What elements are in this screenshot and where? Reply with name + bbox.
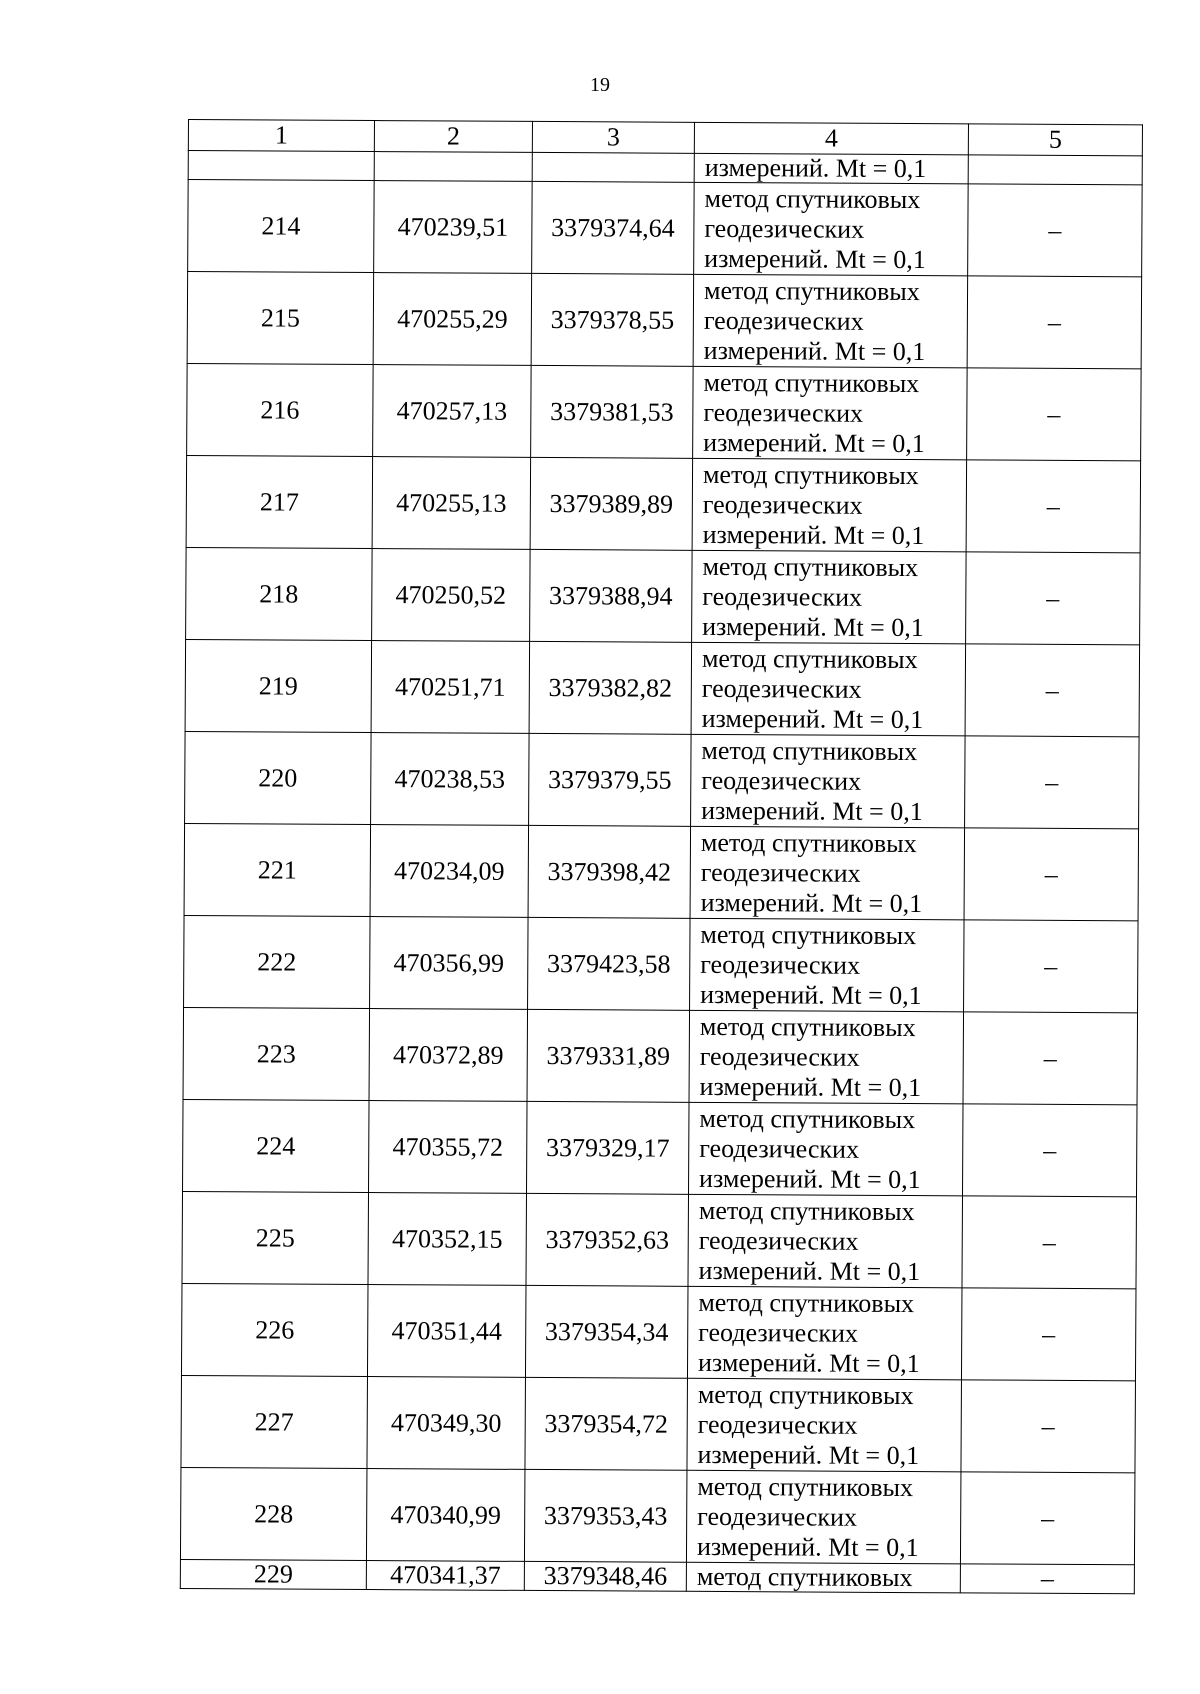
table-row [181, 1283, 1135, 1380]
cell-method [692, 550, 967, 644]
cell-y: 3379348,46 [524, 1561, 686, 1591]
method-line: геодезических [703, 397, 864, 428]
method-line: геодезических [702, 489, 863, 520]
method-line: метод спутниковых [704, 183, 921, 214]
table-row [180, 1467, 1134, 1564]
cell-note: – [960, 1564, 1134, 1594]
cell-note: – [963, 1012, 1138, 1105]
cell-note: – [968, 184, 1143, 277]
header-cell-1: 1 [188, 120, 374, 152]
cell-note: – [965, 736, 1140, 829]
cell-number: 220 [185, 731, 372, 824]
table-row [185, 731, 1139, 828]
header-cell-4: 4 [694, 122, 968, 155]
header-cell-2: 2 [374, 121, 532, 153]
cell-method [689, 1010, 964, 1104]
cell-number: 217 [186, 455, 373, 548]
method-line: геодезических [700, 857, 861, 888]
cell-method: измерений. Mt = 0,1 [694, 153, 968, 184]
cell-x: 470250,52 [372, 549, 531, 642]
table-row [186, 455, 1140, 552]
method-line: измерений. Mt = 0,1 [701, 795, 923, 826]
cell-x: 470255,13 [372, 457, 531, 550]
method-line: метод спутниковых [702, 459, 919, 490]
cell-x: 470341,37 [366, 1561, 524, 1591]
cell-y: 3379389,89 [530, 457, 693, 550]
cell-x: 470251,71 [371, 641, 530, 734]
method-line: метод спутниковых [703, 275, 920, 306]
cell-note: – [966, 460, 1141, 553]
cell-note: – [964, 920, 1139, 1013]
table-row-last [180, 1559, 1134, 1593]
cell-method [690, 918, 965, 1012]
cell-method [693, 274, 968, 368]
cell-note: – [964, 828, 1139, 921]
method-line: геодезических [702, 581, 863, 612]
cell-method [693, 366, 968, 460]
cell-y: 3379329,17 [527, 1101, 690, 1194]
method-line: метод спутниковых [703, 367, 920, 398]
cell-y: 3379353,43 [524, 1469, 687, 1562]
cell-y: 3379352,63 [526, 1193, 689, 1286]
cell-x: 470349,30 [367, 1377, 526, 1470]
table-row [186, 547, 1140, 644]
cell-method [690, 826, 965, 920]
cell-note: – [965, 644, 1140, 737]
method-line: измерений. Mt = 0,1 [696, 1531, 919, 1562]
method-line: геодезических [703, 305, 864, 336]
cell-number: 228 [180, 1467, 367, 1560]
table-row [182, 1191, 1136, 1288]
cell-note: – [967, 368, 1142, 461]
cell-note: – [962, 1196, 1137, 1289]
cell-y: 3379374,64 [532, 181, 695, 274]
method-line: измерений. Mt = 0,1 [703, 335, 926, 366]
table-row [184, 915, 1138, 1012]
cell-y: 3379378,55 [531, 273, 694, 366]
method-line: геодезических [700, 949, 861, 980]
cell-x: 470355,72 [369, 1101, 528, 1194]
method-line: метод спутниковых [697, 1379, 914, 1410]
table-row [188, 180, 1142, 277]
method-line: измерений. Mt = 0,1 [702, 611, 924, 642]
cell-number: 219 [185, 639, 372, 732]
method-line: измерений. Mt = 0,1 [703, 427, 925, 458]
method-line: метод спутниковых [700, 919, 917, 950]
cell-number: 223 [183, 1007, 370, 1100]
method-line: измерений. Mt = 0,1 [702, 519, 925, 550]
method-line: метод спутниковых [698, 1195, 915, 1226]
method-line: метод спутниковых [699, 1103, 916, 1134]
method-line: метод спутниковых [702, 551, 919, 582]
cell-x [374, 152, 532, 182]
method-line: геодезических [698, 1317, 859, 1348]
method-line: геодезических [699, 1041, 860, 1072]
page-number: 19 [590, 74, 610, 96]
cell-method [687, 1286, 962, 1380]
cell-note: – [961, 1288, 1136, 1381]
table-row [185, 639, 1139, 736]
method-line: геодезических [701, 673, 862, 704]
method-line: геодезических [697, 1501, 858, 1532]
cell-number: 224 [183, 1099, 370, 1192]
cell-y: 3379382,82 [529, 641, 692, 734]
cell-x: 470257,13 [373, 365, 532, 458]
method-line: метод спутниковых [700, 827, 917, 858]
table-row [181, 1375, 1135, 1472]
cell-x: 470372,89 [369, 1009, 528, 1102]
method-line: измерений. Mt = 0,1 [698, 1255, 921, 1286]
table-row [183, 1099, 1137, 1196]
method-line: измерений. Mt = 0,1 [697, 1347, 920, 1378]
cell-number [188, 151, 374, 181]
method-line: метод спутниковых [701, 643, 918, 674]
cell-x: 470340,99 [366, 1469, 525, 1562]
cell-method [691, 734, 966, 828]
method-line: измерений. Mt = 0,1 [697, 1439, 920, 1470]
cell-note: – [961, 1380, 1136, 1473]
cell-number: 222 [184, 915, 371, 1008]
cell-x: 470352,15 [368, 1193, 527, 1286]
method-line: геодезических [699, 1133, 860, 1164]
table-row [187, 272, 1141, 369]
cell-number: 215 [187, 272, 374, 365]
method-line: геодезических [698, 1225, 859, 1256]
cell-method [689, 1102, 964, 1196]
cell-method [692, 458, 967, 552]
cell-number: 218 [186, 547, 373, 640]
cell-number: 229 [180, 1559, 366, 1589]
cell-note: – [960, 1472, 1135, 1565]
method-line: геодезических [704, 213, 865, 244]
coordinates-table [180, 119, 1143, 1594]
method-line: измерений. Mt = 0,1 [699, 1163, 921, 1194]
cell-y: 3379381,53 [531, 365, 694, 458]
method-line: измерений. Mt = 0,1 [704, 243, 926, 274]
cell-method [691, 642, 966, 736]
method-line: измерений. Mt = 0,1 [701, 703, 924, 734]
cell-y: 3379423,58 [528, 917, 691, 1010]
cell-x: 470238,53 [371, 733, 530, 826]
cell-note: – [966, 552, 1141, 645]
method-line: измерений. Mt = 0,1 [700, 887, 923, 918]
cell-x: 470351,44 [367, 1285, 526, 1378]
cell-method [694, 182, 969, 276]
cell-method [687, 1378, 962, 1472]
cell-x: 470356,99 [370, 917, 529, 1010]
method-line: измерений. Mt = 0,1 [699, 1071, 922, 1102]
cell-number: 227 [181, 1375, 368, 1468]
table-row [187, 363, 1141, 460]
header-cell-3: 3 [532, 121, 694, 153]
method-line: измерений. Mt = 0,1 [700, 979, 922, 1010]
cell-y: 3379388,94 [530, 549, 693, 642]
method-line: метод спутниковых [699, 1011, 916, 1042]
cell-method [688, 1194, 963, 1288]
cell-note: – [962, 1104, 1137, 1197]
method-line: геодезических [701, 765, 862, 796]
cell-method: метод спутниковых [686, 1562, 960, 1593]
cell-x: 470234,09 [370, 825, 529, 918]
cell-y: 3379398,42 [528, 825, 691, 918]
cell-number: 214 [188, 180, 375, 273]
cell-y: 3379379,55 [529, 733, 692, 826]
cell-y: 3379354,34 [525, 1285, 688, 1378]
cell-y: 3379331,89 [527, 1009, 690, 1102]
table-row [183, 1007, 1137, 1104]
method-line: геодезических [697, 1409, 858, 1440]
header-cell-5: 5 [968, 124, 1142, 156]
cell-number: 221 [184, 823, 371, 916]
cell-method [686, 1470, 961, 1564]
table-row [184, 823, 1138, 920]
cell-note: – [967, 276, 1142, 369]
cell-y [532, 152, 694, 182]
cell-number: 226 [181, 1283, 368, 1376]
method-line: метод спутниковых [701, 735, 918, 766]
cell-number: 216 [187, 363, 374, 456]
cell-number: 225 [182, 1191, 369, 1284]
cell-y: 3379354,72 [525, 1377, 688, 1470]
cell-note [968, 155, 1142, 185]
cell-x: 470239,51 [374, 181, 533, 274]
method-line: метод спутниковых [698, 1287, 915, 1318]
cell-x: 470255,29 [373, 273, 532, 366]
method-line: метод спутниковых [697, 1471, 914, 1502]
